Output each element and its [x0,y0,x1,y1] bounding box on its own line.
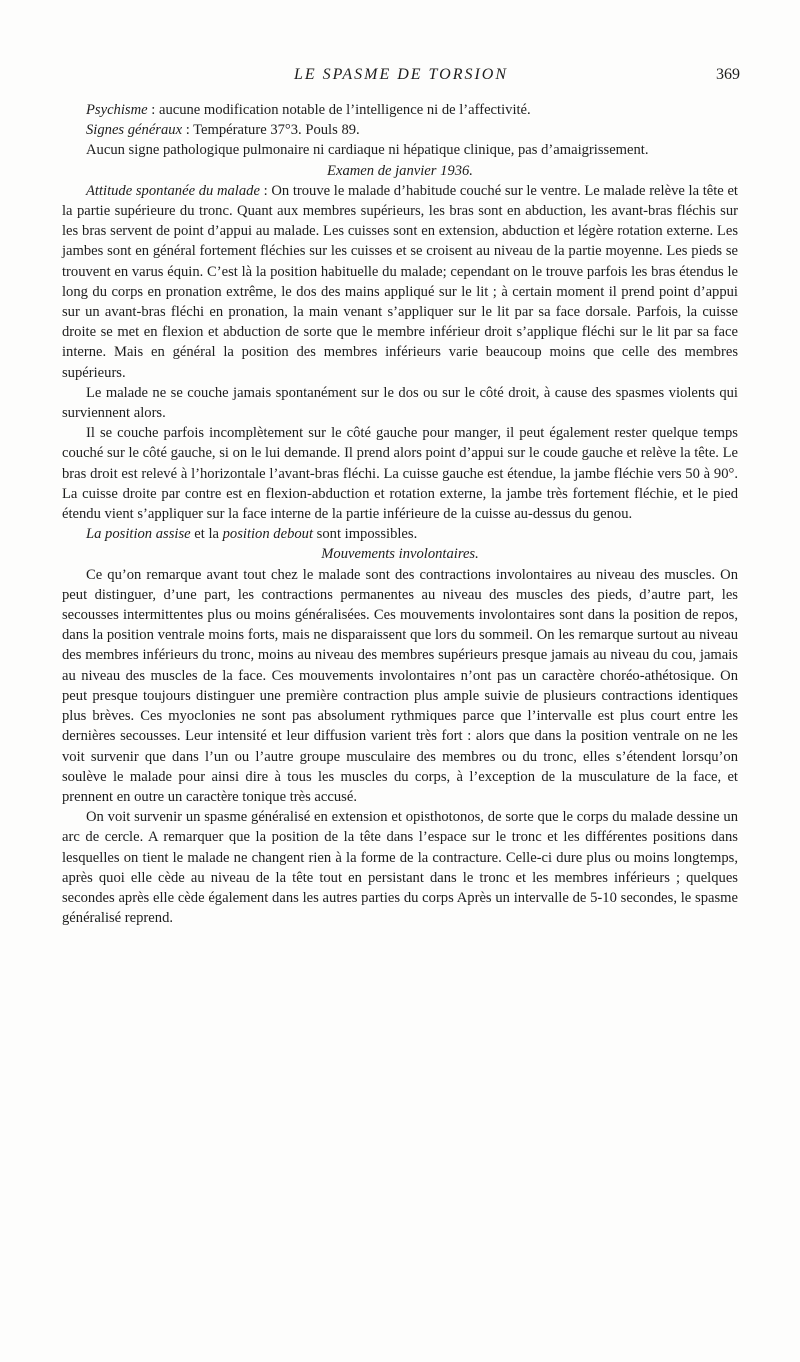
cote-gauche-paragraph: Il se couche parfois incomplètement sur le côté gauche pour manger, il peut également rester quelque temps couché sur le côté gauche, si on le lui demande. Il prend alors point d’appui sur le coude gauche et relève la tête. Le bras droit est relevé à l’horizontale l’avant-bras fléchi. La cuisse gauche est étendue, la jambe fléchie vers 50 à 90°. La cuisse droite par contre est en flexion-abduction et rotation externe, la jambe très fortement fléchie, et le pied étendu vient s’appliquer sur la face interne de la partie inférieure de la cuisse au-dessus du genou. [62,425,738,523]
position-assise-label: La position assise [86,526,191,543]
section-heading-examen: Examen de janvier 1936. [327,162,473,179]
signes-text: : Température 37°3. Pouls 89. [182,122,360,139]
body-text [62,100,738,928]
psychisme-label: Psychisme [86,102,148,118]
psychisme-text: : aucune modification notable de l’intelligence ni de l’affectivité. [147,102,531,118]
attitude-text: : On trouve le malade d’habitude couché sur le ventre. Le malade relève la tête et la partie supérieure du tronc. Quant aux membres supérieurs, les bras sont en abduction, les avant-bras fléchis sur les bras servent de point d’appui au malade. Les cuisses sont en extension, abduction et légère rotation externe. Les jambes sont en général fortement fléchies sur les cuisses et se croisent au niveau de la partie moyenne. Les pieds se trouvent en varus équin. C’est là la position habituelle du malade; cependant on le trouve parfois les bras étendus le long du corps en pronation extrême, le dos des mains appliqué sur le lit ; à certain moment il prend point d’appui sur un avant-bras fléchi en pronation, la main venant s’appliquer sur le lit par sa face dorsale. Parfois, la cuisse droite se met en flexion et abduction de sorte que le membre inférieur droit s’applique fléchi sur le lit par sa face interne. Mais en général la position des membres inférieurs varie beaucoup moins que celle des membres supérieurs. [62,182,738,381]
signes-paragraph [62,120,738,140]
psychisme-paragraph [62,100,738,120]
attitude-label: Attitude spontanée du malade [86,182,260,199]
section-heading-mouvements: Mouvements involontaires. [321,546,479,563]
page-number: 369 [716,66,740,83]
running-head [62,64,740,86]
pulmonary-paragraph: Aucun signe pathologique pulmonaire ni cardiaque ni hépatique clinique, pas d’amaigrissement. [86,142,649,159]
position-connector: et la [190,526,223,543]
spasme-paragraph: On voit survenir un spasme généralisé en extension et opisthotonos, de sorte que le corps du malade dessine un arc de cercle. A remarquer que la position de la tête dans l’espace sur le tronc et les différentes positions dans lesquelles on tient le malade ne changent rien à la forme de la contracture. Celle-ci dure plus ou moins longtemps, après quoi elle cède au niveau de la tête tout en persistant dans le tronc et les membres inférieurs ; quelques secondes après elle cède également dans les autres parties du corps Après un intervalle de 5-10 secondes, le spasme généralisé reprend. [62,809,738,927]
signes-label: Signes généraux [86,122,183,139]
position-debout-label: position debout [222,526,314,543]
attitude-paragraph [62,181,738,383]
mouvements-paragraph: Ce qu’on remarque avant tout chez le malade sont des contractions involontaires au niveau des muscles. On peut distinguer, d’une part, les contractions permanentes au niveau des muscles des pieds, d’autre part, les secousses intermittentes plus ou moins généralisées. Ces mouvements involontaires sont dans la position de repos, dans la position ventrale moins forts, mais ne disparaissent que lors du sommeil. On les remarque surtout au niveau des membres inférieurs du tronc, moins au niveau des membres supérieurs presque jamais au niveau du cou, jamais au niveau des muscles de la face. Ces mouvements involontaires n’ont pas un caractère choréo-athétosique. On peut presque toujours distinguer une première contraction plus ample suivie de plusieurs contractions identiques plus brèves. Ces myoclonies ne sont pas absolument rythmiques parce que l’intervalle est plus court entre les dernières secousses. Leur intensité et leur diffusion varient très fort : alors que dans la position ventrale on ne les voit survenir que dans l’un ou l’autre groupe musculaire des membres ou du tronc, elles s’étendent lorsqu’on soulève le malade pour ainsi dire à tous les muscles du corps, à l’exception de la musculature de la face, et prennent en outre un caractère tonique très accusé. [62,566,738,805]
decubitus-paragraph: Le malade ne se couche jamais spontanément sur le dos ou sur le côté droit, à cause des spasmes violents qui surviennent alors. [62,384,738,422]
position-impossible-text: sont impossibles. [313,526,418,543]
position-assise-paragraph [62,524,738,544]
running-title: LE SPASME DE TORSION [293,66,509,83]
